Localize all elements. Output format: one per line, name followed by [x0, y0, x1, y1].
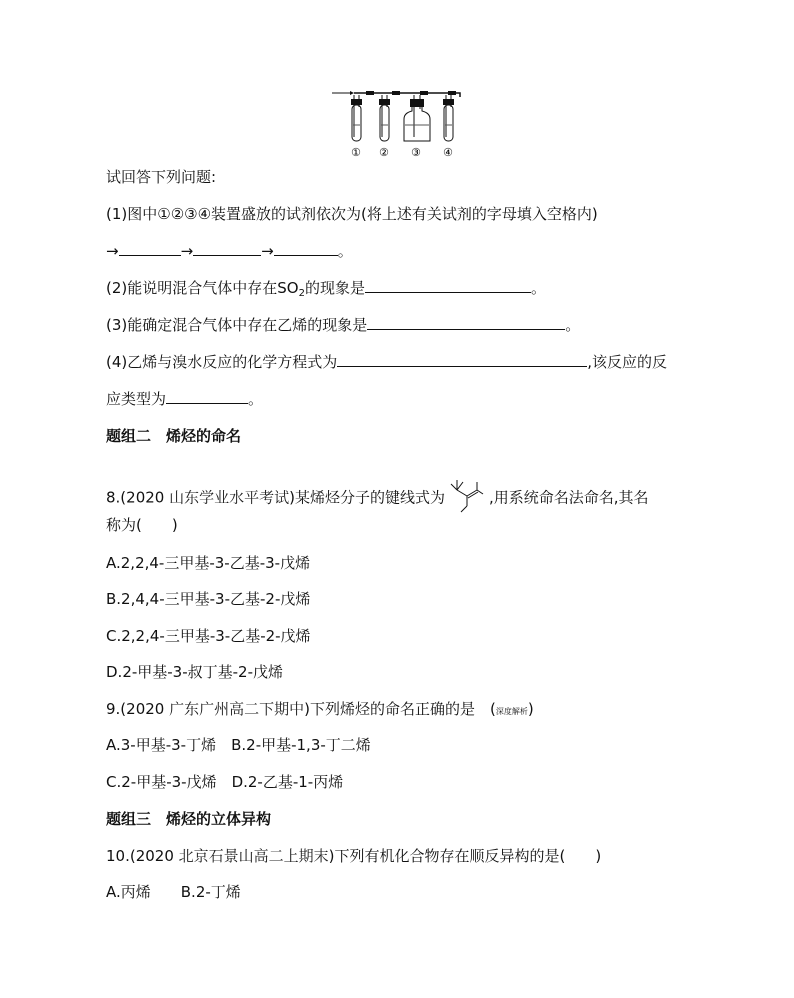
q7-part4	[106, 352, 667, 372]
apparatus-label-4: ④	[443, 146, 453, 159]
answer-blank-equation[interactable]	[337, 352, 587, 367]
q8-text: )某烯烃分子的键线式为	[289, 488, 445, 507]
q8-option-d[interactable]: D.2-甲基-3-叔丁基-2-戊烯	[106, 663, 284, 681]
apparatus-label-3: ③	[411, 146, 421, 159]
q8-prefix: 8.(2020	[106, 488, 170, 507]
q7-part4-text: (4)乙烯与溴水反应的化学方程式为	[106, 353, 338, 371]
q8-after: ,用系统命名法命名,其名	[488, 488, 649, 507]
group2-heading: 题组二 烯烃的命名	[106, 427, 242, 445]
q7-part4-after: ,该反应的反	[587, 353, 668, 371]
arrow-3: →	[261, 242, 274, 260]
q7-part2-text: (2)能说明混合气体中存在SO	[106, 279, 299, 297]
group3-heading: 题组三 烯烃的立体异构	[106, 810, 272, 828]
q10-source: 北京石景山高二上期末	[178, 847, 329, 865]
q9-options-cd[interactable]: C.2-甲基-3-戊烯 D.2-乙基-1-丙烯	[106, 773, 344, 791]
q7-part1-blanks	[106, 241, 353, 261]
q10-prefix: 10.(2020	[106, 847, 179, 865]
answer-blank-3[interactable]	[274, 241, 338, 256]
q8-source: 山东学业水平考试	[169, 488, 290, 507]
answer-blank-2[interactable]	[193, 241, 261, 256]
answer-blank-ethylene[interactable]	[367, 315, 565, 330]
apparatus-label-1: ①	[351, 146, 361, 159]
q7-part2	[106, 278, 546, 298]
apparatus-label-2: ②	[379, 146, 389, 159]
answer-blank-reaction-type[interactable]	[166, 389, 248, 404]
q10-options-ab[interactable]: A.丙烯 B.2-丁烯	[106, 883, 241, 901]
q8-option-a[interactable]: A.2,2,4-三甲基-3-乙基-3-戊烯	[106, 554, 311, 572]
answer-blank-1[interactable]	[119, 241, 181, 256]
q9-close: )	[527, 700, 534, 718]
q7-part3-text: (3)能确定混合气体中存在乙烯的现象是	[106, 316, 368, 334]
q9-text: )下列烯烃的命名正确的是 (	[304, 700, 496, 718]
q7-prompt: 试回答下列问题:	[106, 168, 217, 186]
period: 。	[530, 279, 546, 297]
q9-prefix: 9.(2020	[106, 700, 170, 718]
arrow-2: →	[180, 242, 194, 260]
answer-blank-so2[interactable]	[365, 278, 531, 293]
q7-part2-text-after: 的现象是	[304, 279, 365, 297]
q8-stem-cont: 称为( )	[106, 516, 178, 534]
arrow-1: →	[106, 242, 119, 260]
period: 。	[337, 242, 353, 260]
q9-source: 广东广州高二下期中	[169, 700, 305, 718]
subscript-2: 2	[298, 288, 305, 299]
q8-stem	[106, 478, 649, 518]
q8-option-c[interactable]: C.2,2,4-三甲基-3-乙基-2-戊烯	[106, 627, 311, 645]
q7-part4-cont	[106, 389, 263, 409]
gas-washing-apparatus-figure	[330, 85, 470, 160]
q10-stem	[106, 846, 601, 866]
deep-analysis-tag[interactable]: 深度解析	[495, 707, 528, 716]
period: 。	[565, 316, 581, 334]
q9-stem	[106, 699, 534, 722]
skeletal-formula-figure	[449, 478, 485, 518]
q8-option-b[interactable]: B.2,4,4-三甲基-3-乙基-2-戊烯	[106, 590, 311, 608]
period: 。	[248, 390, 264, 408]
q7-part3	[106, 315, 580, 335]
q9-options-ab[interactable]: A.3-甲基-3-丁烯 B.2-甲基-1,3-丁二烯	[106, 736, 371, 754]
q7-part4-cont-text: 应类型为	[106, 390, 167, 408]
q7-part1: (1)图中①②③④装置盛放的试剂依次为(将上述有关试剂的字母填入空格内)	[106, 205, 598, 223]
q10-text: )下列有机化合物存在顺反异构的是( )	[328, 847, 602, 865]
